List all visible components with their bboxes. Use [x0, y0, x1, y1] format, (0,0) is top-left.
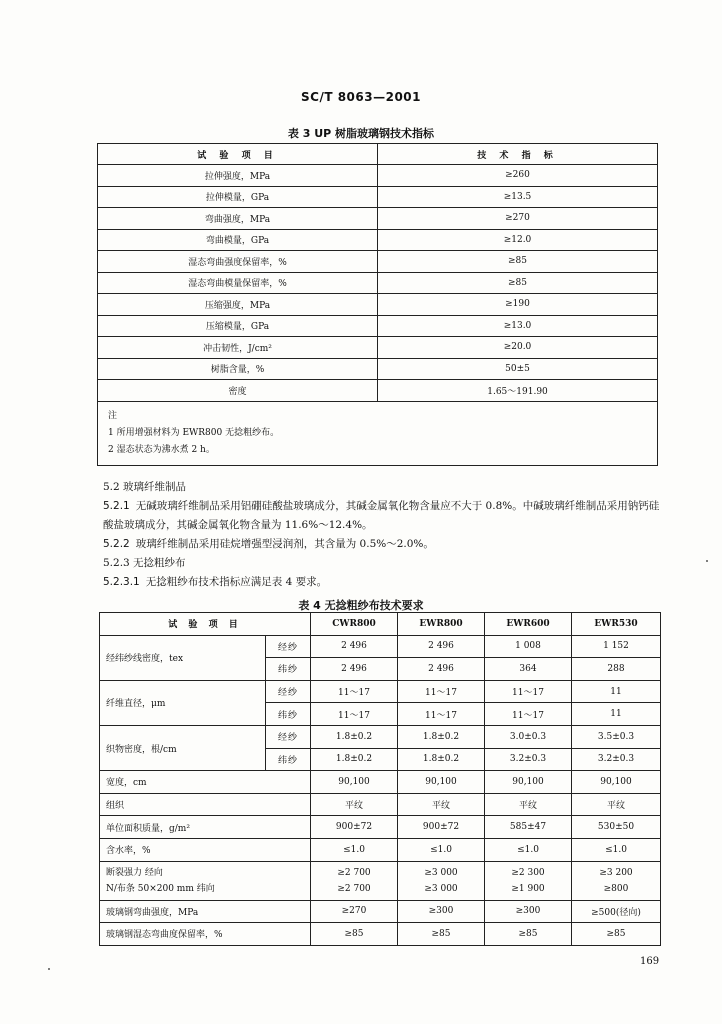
- table4-cell: 11～17: [311, 680, 398, 703]
- section-5-2-3-1: [103, 573, 663, 592]
- table4-cell: 11～17: [485, 680, 572, 703]
- table4-cell: 11～17: [398, 703, 485, 726]
- table4-cell: 平纹: [485, 793, 572, 816]
- table4-cell: 11: [572, 703, 661, 726]
- table4-cell: 平纹: [572, 793, 661, 816]
- weft-value: ≥3 000: [424, 883, 458, 894]
- table4-col-header: CWR800: [311, 613, 398, 636]
- table3-notes-title: 注: [108, 410, 118, 421]
- table4-cell: 1 152: [572, 635, 661, 658]
- table4-sub-label: 经纱: [266, 725, 311, 748]
- table4-cell: ≥270: [311, 900, 398, 923]
- table4-cell: 3.5±0.3: [572, 725, 661, 748]
- table4-sub-label: 经纱: [266, 635, 311, 658]
- table4-header-item: 试 验 项 目: [100, 613, 311, 636]
- table4-cell: ≥500(径向): [572, 900, 661, 923]
- table4-cell: 11～17: [311, 703, 398, 726]
- table4-cell: [572, 861, 661, 900]
- table4-cell: 1.8±0.2: [311, 725, 398, 748]
- table4-cell: 1 008: [485, 635, 572, 658]
- table4-cell: 3.2±0.3: [572, 748, 661, 771]
- table3-item: 压缩强度，MPa: [98, 294, 378, 316]
- table4-cell: 1.8±0.2: [398, 748, 485, 771]
- table4-cell: 900±72: [398, 816, 485, 839]
- weft-value: ≥2 700: [337, 883, 371, 894]
- table4-row-label: 玻璃钢湿态弯曲度保留率，%: [100, 923, 311, 946]
- table4-cell: 2 496: [311, 658, 398, 681]
- table3-value: 1.65～191.90: [378, 380, 658, 402]
- table4-cell: ≤1.0: [572, 838, 661, 861]
- table4-cell: 平纹: [311, 793, 398, 816]
- table3-note: 1 所用增强材料为 EWR800 无捻粗纱布。: [108, 427, 280, 438]
- table3-value: ≥20.0: [378, 337, 658, 359]
- table4-cell: ≤1.0: [398, 838, 485, 861]
- table4-cell: [398, 861, 485, 900]
- section-5-2-3-heading: 5.2.3 无捻粗纱布: [103, 557, 186, 569]
- table4-cell: 1.8±0.2: [311, 748, 398, 771]
- table3-item: 湿态弯曲强度保留率，%: [98, 251, 378, 273]
- table3-caption: 表 3 UP 树脂玻璃钢技术指标: [287, 127, 435, 140]
- table3-value: ≥85: [378, 272, 658, 294]
- table4-cell: 288: [572, 658, 661, 681]
- table4-cell: ≤1.0: [485, 838, 572, 861]
- table4-cell: 平纹: [398, 793, 485, 816]
- table3-item: 弯曲强度，MPa: [98, 208, 378, 230]
- table3-value: ≥85: [378, 251, 658, 273]
- table4-cell: 2 496: [398, 658, 485, 681]
- warp-value: ≥3 000: [424, 867, 458, 878]
- table4-cell: 11～17: [398, 680, 485, 703]
- table3-value: ≥13.0: [378, 315, 658, 337]
- table3-item: 压缩模量，GPa: [98, 315, 378, 337]
- section-number: 5.2.3.1: [103, 576, 140, 588]
- table4-cell: [311, 861, 398, 900]
- table4-sub-label: 纬纱: [266, 703, 311, 726]
- section-5-2-2: [103, 535, 663, 554]
- table4-cell: ≥85: [311, 923, 398, 946]
- table3-item: 拉伸模量，GPa: [98, 186, 378, 208]
- table4-cell: ≥300: [398, 900, 485, 923]
- table4-cell: 530±50: [572, 816, 661, 839]
- table3-value: ≥260: [378, 165, 658, 187]
- table3-value: ≥12.0: [378, 229, 658, 251]
- table4-cell: 364: [485, 658, 572, 681]
- table4-cell: 11: [572, 680, 661, 703]
- table3-item: 弯曲模量，GPa: [98, 229, 378, 251]
- section-text: 无碱玻璃纤维制品采用铝硼硅酸盐玻璃成分，其碱金属氧化物含量应不大于 0.8%。中碱玻璃纤维制品采用钠钙硅酸盐玻璃成分，其碱金属氧化物含量为 11.6%～12.4%。: [103, 500, 660, 531]
- breaking-strength-label-line1: 断裂强力 经向: [106, 867, 163, 878]
- page-number: 169: [640, 956, 660, 967]
- warp-value: ≥2 300: [511, 867, 545, 878]
- table4-row-label: [100, 861, 311, 900]
- table3-header-item: 试 验 项 目: [98, 144, 378, 165]
- table4-row-label: 含水率，%: [100, 838, 311, 861]
- table4-sub-label: 纬纱: [266, 748, 311, 771]
- breaking-strength-label-line2: N/布条 50×200 mm 纬向: [106, 883, 215, 894]
- table3-item: 湿态弯曲模量保留率，%: [98, 272, 378, 294]
- table4-row-label: 织物密度，根/cm: [100, 725, 266, 770]
- table4-cell: ≥300: [485, 900, 572, 923]
- table4-row-label: 组织: [100, 793, 311, 816]
- scan-speck: [706, 560, 708, 562]
- table3-value: 50±5: [378, 358, 658, 380]
- table4-col-header: EWR600: [485, 613, 572, 636]
- table4-row-label: 纤维直径，μm: [100, 680, 266, 725]
- table4-cell: 90,100: [572, 771, 661, 794]
- table4-row-label: 单位面积质量，g/m²: [100, 816, 311, 839]
- table4-cell: 90,100: [398, 771, 485, 794]
- section-text: 玻璃纤维制品采用硅烷增强型浸润剂，其含量为 0.5%～2.0%。: [135, 538, 434, 550]
- section-5-2-1: [103, 497, 663, 535]
- table3-value: ≥270: [378, 208, 658, 230]
- table3-note: 2 湿态状态为沸水煮 2 h。: [108, 444, 215, 455]
- scan-speck: [48, 968, 50, 970]
- table3-header-spec: 技 术 指 标: [378, 144, 658, 165]
- table4-col-header: EWR530: [572, 613, 661, 636]
- table4-cell: 900±72: [311, 816, 398, 839]
- table4-cell: 2 496: [398, 635, 485, 658]
- table4-roving-fabric-requirements: [99, 612, 661, 946]
- table3-value: ≥190: [378, 294, 658, 316]
- weft-value: ≥1 900: [511, 883, 545, 894]
- table4-cell: 1.8±0.2: [398, 725, 485, 748]
- table4-row-label: 经纬纱线密度，tex: [100, 635, 266, 680]
- table4-cell: 11～17: [485, 703, 572, 726]
- table3-up-resin-frp-specs: [97, 143, 658, 466]
- table4-cell: 90,100: [311, 771, 398, 794]
- table3-item: 拉伸强度，MPa: [98, 165, 378, 187]
- weft-value: ≥800: [603, 883, 629, 894]
- table4-cell: ≥85: [572, 923, 661, 946]
- table4-cell: 3.2±0.3: [485, 748, 572, 771]
- table4-caption: 表 4 无捻粗纱布技术要求: [298, 599, 424, 612]
- table4-sub-label: 纬纱: [266, 658, 311, 681]
- section-number: 5.2.1: [103, 500, 130, 512]
- standard-code: SC/T 8063—2001: [301, 90, 421, 104]
- table4-cell: ≤1.0: [311, 838, 398, 861]
- table4-row-label: 玻璃钢弯曲强度，MPa: [100, 900, 311, 923]
- table3-item: 冲击韧性，J/cm²: [98, 337, 378, 359]
- table4-cell: ≥85: [398, 923, 485, 946]
- table3-notes: [98, 401, 658, 465]
- table4-cell: [485, 861, 572, 900]
- table3-item: 树脂含量，%: [98, 358, 378, 380]
- table4-cell: 2 496: [311, 635, 398, 658]
- section-number: 5.2.2: [103, 538, 130, 550]
- section-5-2-heading: 5.2 玻璃纤维制品: [103, 481, 187, 493]
- table3-value: ≥13.5: [378, 186, 658, 208]
- table4-cell: 585±47: [485, 816, 572, 839]
- table3-item: 密度: [98, 380, 378, 402]
- table4-cell: ≥85: [485, 923, 572, 946]
- section-text: 无捻粗纱布技术指标应满足表 4 要求。: [145, 576, 328, 588]
- table4-cell: 3.0±0.3: [485, 725, 572, 748]
- table4-sub-label: 经纱: [266, 680, 311, 703]
- warp-value: ≥2 700: [337, 867, 371, 878]
- table4-row-label: 宽度，cm: [100, 771, 311, 794]
- warp-value: ≥3 200: [599, 867, 633, 878]
- table4-cell: 90,100: [485, 771, 572, 794]
- table4-col-header: EWR800: [398, 613, 485, 636]
